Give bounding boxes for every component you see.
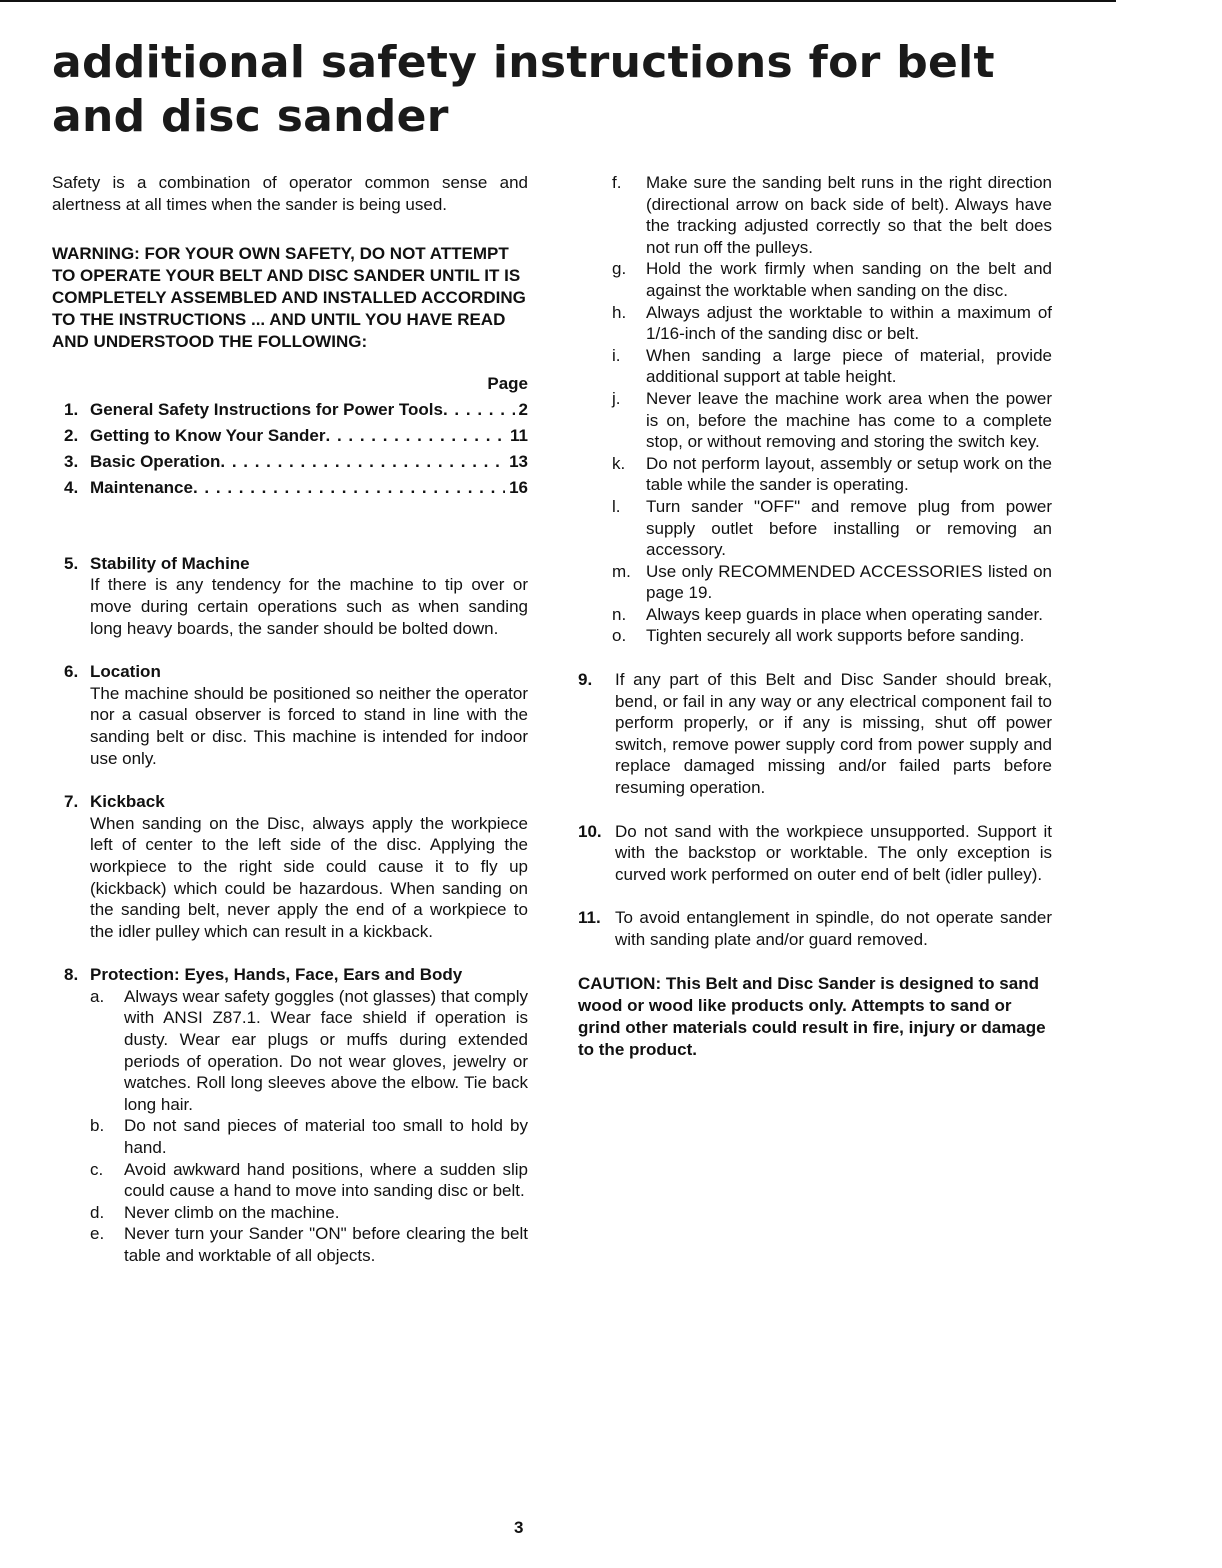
list-item-text: When sanding a large piece of material, provide additional support at table height.: [646, 345, 1052, 387]
list-item-letter: f.: [612, 173, 622, 192]
toc-item-title: Maintenance: [90, 477, 193, 497]
list-item-text: Never climb on the machine.: [124, 1202, 340, 1222]
section-title: Protection: Eyes, Hands, Face, Ears and Body: [90, 965, 463, 985]
list-item: [612, 496, 1052, 561]
numbered-item: [578, 821, 1052, 886]
list-item: [612, 388, 1052, 453]
toc-item: [64, 475, 528, 501]
section-heading: [64, 791, 528, 813]
toc-item-page: 13: [509, 451, 528, 471]
section-heading: [64, 661, 528, 683]
numbered-item: [578, 907, 1052, 950]
list-item: [90, 1159, 528, 1202]
caution-text: CAUTION: This Belt and Disc Sander is designed to sand wood or wood like products only. Attempts to sand or grind other materials could result in fire, injury or damage to the product.: [578, 973, 1046, 1059]
toc-item-title: Basic Operation: [90, 451, 221, 471]
page-title: additional safety instructions for belt and disc sander: [52, 37, 995, 142]
list-item: [90, 1202, 528, 1224]
list-item: [612, 561, 1052, 604]
toc-item-page: 16: [509, 477, 528, 497]
toc-item-page: 11: [510, 425, 528, 445]
section-kickback: [52, 791, 528, 942]
list-item-letter: j.: [612, 388, 621, 408]
section-title: Kickback: [90, 792, 165, 812]
section-number: 6.: [64, 662, 79, 682]
numbered-item-number: 11.: [578, 908, 601, 928]
list-item-letter: i.: [612, 345, 621, 365]
intro-text: Safety is a combination of operator common sense and alertness at all times when the sander is being used.: [52, 173, 528, 214]
list-item-letter: n.: [612, 604, 627, 624]
toc-item-title: Getting to Know Your Sander: [90, 425, 326, 445]
table-of-contents: [52, 397, 528, 501]
toc-item-number: 4.: [64, 477, 79, 497]
toc-leader: [193, 475, 505, 501]
toc-item-page: 2: [518, 399, 528, 419]
section-body: The machine should be positioned so neither the operator nor a casual observer is forced to stand in line with the sanding belt or disc. This machine is intended for indoor use only.: [90, 683, 528, 768]
protection-list-left: [90, 986, 528, 1267]
list-item-text: Tighten securely all work supports before sanding.: [646, 626, 1025, 646]
list-item-text: Use only RECOMMENDED ACCESSORIES listed on page 19.: [646, 561, 1052, 603]
list-item-text: Never turn your Sander "ON" before clearing the belt table and worktable of all objects.: [124, 1224, 528, 1265]
right-column: [578, 172, 1052, 1061]
list-item-text: Never leave the machine work area when the power is on, before the machine has come to a complete stop, or without removing and storing the switch key.: [646, 388, 1052, 452]
numbered-item-text: To avoid entanglement in spindle, do not operate sander with sanding plate and/or guard removed.: [615, 908, 1052, 949]
list-item-text: Always keep guards in place when operating sander.: [646, 604, 1043, 624]
list-item-text: Turn sander "OFF" and remove plug from power supply outlet before installing or removing an accessory.: [646, 496, 1052, 560]
numbered-item-number: 10.: [578, 821, 602, 841]
list-item-letter: a.: [90, 986, 105, 1006]
numbered-item-number: 9.: [578, 670, 593, 690]
list-item: [90, 1223, 528, 1266]
list-item-letter: c.: [90, 1159, 104, 1179]
numbered-item-text: Do not sand with the workpiece unsupported. Support it with the backstop or worktable. The only exception is curved work performed on outer end of belt (idler pulley).: [615, 821, 1052, 884]
list-item: [612, 172, 1052, 258]
warning-text: WARNING: FOR YOUR OWN SAFETY, DO NOT ATTEMPT TO OPERATE YOUR BELT AND DISC SANDER UNTIL IT IS COMPLETELY ASSEMBLED AND INSTALLED ACCORDING TO THE INSTRUCTIONS ... AND UNTIL YOU HAVE READ AND UNDERSTOOD THE FOLLOWING:: [52, 244, 526, 352]
toc-item-number: 2.: [64, 425, 79, 445]
list-item: [90, 986, 528, 1116]
list-item: [612, 453, 1052, 496]
list-item-text: Always wear safety goggles (not glasses) that comply with ANSI Z87.1. Wear face shield if operation is dusty. Wear ear plugs or muffs during extended periods of operation. Do not wear gloves, jewelry or watches. Roll long sleeves above the elbow. Tie back long hair.: [124, 986, 528, 1114]
section-heading: [64, 964, 528, 986]
list-item-text: Do not sand pieces of material too small to hold by hand.: [124, 1116, 528, 1158]
list-item-letter: g.: [612, 259, 627, 279]
numbered-item-text: If any part of this Belt and Disc Sander should break, bend, or fail in any way or any electrical component fail to perform properly, or if any is missing, shut off power switch, remove power supply cord from power supply and replace damaged missing and/or failed parts before resuming operation.: [615, 670, 1052, 798]
list-item: [90, 1115, 528, 1158]
toc-leader: [443, 397, 515, 423]
section-protection: [52, 964, 528, 1266]
list-item-letter: k.: [612, 453, 626, 473]
list-item-text: Avoid awkward hand positions, where a sudden slip could cause a hand to move into sanding disc or belt.: [124, 1159, 528, 1201]
section-body: If there is any tendency for the machine to tip over or move during certain operations such as when sanding long heavy boards, the sander should be bolted down.: [90, 575, 528, 638]
left-column: [52, 172, 528, 1267]
section-stability: [52, 553, 528, 639]
section-title: Stability of Machine: [90, 553, 250, 573]
list-item: [612, 345, 1052, 388]
list-item-letter: o.: [612, 626, 627, 646]
toc-item: [64, 397, 528, 423]
list-item-text: Make sure the sanding belt runs in the right direction (directional arrow on back side of belt). Always have the tracking adjusted correctly so that the belt does not run off the pulleys.: [646, 173, 1052, 257]
protection-list-right: [612, 172, 1052, 647]
toc-page-header: Page: [487, 374, 528, 394]
section-location: [52, 661, 528, 769]
list-item-text: Hold the work firmly when sanding on the belt and against the worktable when sanding on the disc.: [646, 259, 1052, 300]
section-heading: [64, 553, 528, 575]
numbered-item: [578, 669, 1052, 799]
section-body: When sanding on the Disc, always apply the workpiece left of center to the left side of the disc. Applying the workpiece to the right side could cause it to fly up (kickback) which could be hazardous. When sanding on the sanding belt, never apply the end of a workpiece to the idler pulley which can result in a kickback.: [90, 813, 528, 941]
section-number: 7.: [64, 792, 79, 812]
list-item: [612, 302, 1052, 345]
page-number: 3: [514, 1518, 524, 1537]
top-rule: [0, 0, 1116, 2]
list-item-letter: e.: [90, 1224, 105, 1244]
toc-item-number: 1.: [64, 399, 79, 419]
list-item-letter: h.: [612, 302, 627, 322]
section-number: 8.: [64, 965, 79, 985]
toc-item-title: General Safety Instructions for Power Tools: [90, 399, 443, 419]
list-item-letter: m.: [612, 561, 631, 581]
toc-item: [64, 423, 528, 449]
list-item-letter: b.: [90, 1116, 105, 1136]
list-item: [612, 258, 1052, 301]
list-item-text: Do not perform layout, assembly or setup work on the table while the sander is operating.: [646, 453, 1052, 495]
list-item: [612, 625, 1052, 647]
toc-item: [64, 449, 528, 475]
toc-leader: [326, 423, 507, 449]
list-item-letter: l.: [612, 496, 621, 516]
list-item-text: Always adjust the worktable to within a maximum of 1/16-inch of the sanding disc or belt.: [646, 302, 1052, 344]
section-title: Location: [90, 662, 161, 682]
section-number: 5.: [64, 553, 79, 573]
list-item-letter: d.: [90, 1202, 105, 1222]
list-item: [612, 604, 1052, 626]
toc-leader: [220, 449, 505, 475]
toc-item-number: 3.: [64, 451, 79, 471]
